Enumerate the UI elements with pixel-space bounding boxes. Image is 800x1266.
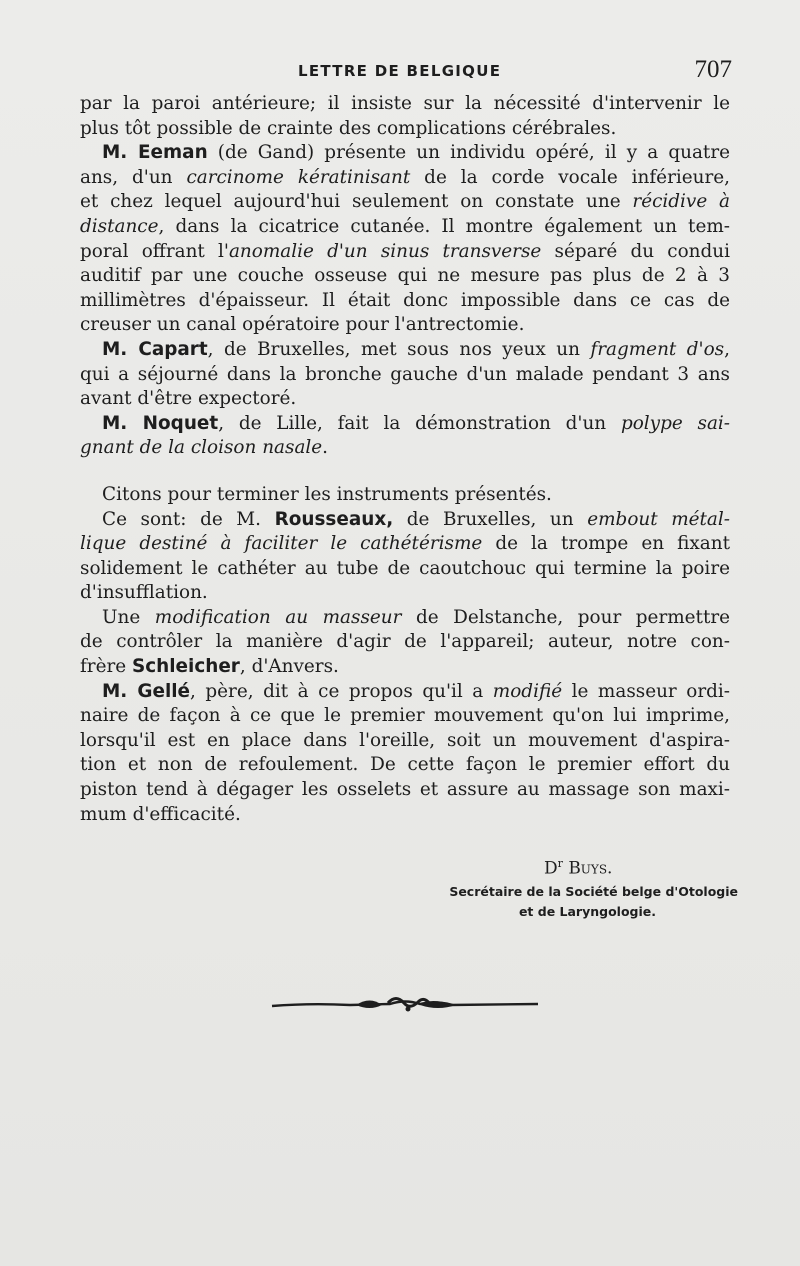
running-head: LETTRE DE BELGIQUE bbox=[298, 62, 502, 80]
text-line: mum d'efficacité. bbox=[80, 803, 241, 825]
text-line: frère Schleicher, d'Anvers. bbox=[80, 656, 339, 678]
text-line: qui a séjourné dans la bronche gauche d'un malade pendant 3 ans bbox=[80, 363, 730, 385]
text-line: M. Capart, de Bruxelles, met sous nos yeux un fragment d'os, bbox=[102, 338, 730, 360]
text-line: piston tend à dégager les osselets et assure au massage son maxi- bbox=[80, 779, 730, 801]
page-number: 707 bbox=[694, 56, 732, 83]
person-name: Schleicher bbox=[132, 656, 240, 678]
person-name: M. Eeman bbox=[102, 142, 208, 164]
text-line: tion et non de refoulement. De cette façon le premier effort du bbox=[80, 754, 730, 776]
text-line: gnant de la cloison nasale. bbox=[80, 437, 329, 459]
text-line: millimètres d'épaisseur. Il était donc impossible dans ce cas de bbox=[80, 289, 730, 311]
person-name: M. Noquet bbox=[102, 412, 219, 434]
text-line: poral offrant l'anomalie d'un sinus transverse séparé du condui bbox=[80, 240, 730, 262]
text-line: distance, dans la cicatrice cutanée. Il montre également un tem- bbox=[80, 215, 730, 237]
affiliation-line: Secrétaire de la Société belge d'Otologie bbox=[449, 884, 738, 899]
text-line: solidement le cathéter au tube de caoutchouc qui termine la poire bbox=[80, 557, 730, 579]
affiliation-line: et de Laryngologie. bbox=[518, 904, 656, 919]
text-line: d'insufflation. bbox=[80, 582, 208, 604]
person-name: Rousseaux, bbox=[274, 508, 394, 530]
author-affiliation bbox=[320, 882, 738, 922]
text-line: par la paroi antérieure; il insiste sur la nécessité d'intervenir le bbox=[80, 93, 730, 114]
text-line: M. Eeman (de Gand) présente un individu opéré, il y a quatre bbox=[102, 142, 730, 164]
text-line: de contrôler la manière d'agir de l'appareil; auteur, notre con- bbox=[80, 631, 730, 653]
text-line: M. Noquet, de Lille, fait la démonstration d'un polype sai- bbox=[102, 412, 730, 434]
text-line: Une modification au masseur de Delstanche, pour permettre bbox=[102, 606, 730, 628]
text-line: creuser un canal opératoire pour l'antrectomie. bbox=[80, 314, 525, 336]
text-line: M. Gellé, père, dit à ce propos qu'il a modifié le masseur ordi- bbox=[102, 680, 730, 702]
text-line: lique destiné à faciliter le cathétérisme de la trompe en fixant bbox=[80, 533, 730, 555]
text-line: plus tôt possible de crainte des complications cérébrales. bbox=[80, 117, 617, 139]
person-name: M. Gellé bbox=[102, 680, 191, 702]
body-text bbox=[80, 92, 730, 827]
text-line: ans, d'un carcinome kératinisant de la corde vocale inférieure, bbox=[80, 166, 730, 188]
text-line: naire de façon à ce que le premier mouvement qu'on lui imprime, bbox=[80, 705, 730, 727]
end-ornament bbox=[270, 990, 540, 1020]
text-line: avant d'être expectoré. bbox=[80, 388, 297, 410]
text-line: lorsqu'il est en place dans l'oreille, soit un mouvement d'aspira- bbox=[80, 729, 730, 751]
person-name: M. Capart bbox=[102, 338, 208, 360]
text-line: Citons pour terminer les instruments présentés. bbox=[102, 483, 552, 505]
text-line: Ce sont: de M. Rousseaux, de Bruxelles, un embout métal- bbox=[102, 508, 730, 530]
text-line: et chez lequel aujourd'hui seulement on constate une récidive à bbox=[80, 191, 730, 213]
signature: $D^r$ Buys. bbox=[544, 857, 613, 879]
page-header bbox=[80, 56, 732, 88]
paragraph-gap bbox=[80, 461, 730, 483]
text-line: auditif par une couche osseuse qui ne mesure pas plus de 2 à 3 bbox=[80, 265, 730, 287]
